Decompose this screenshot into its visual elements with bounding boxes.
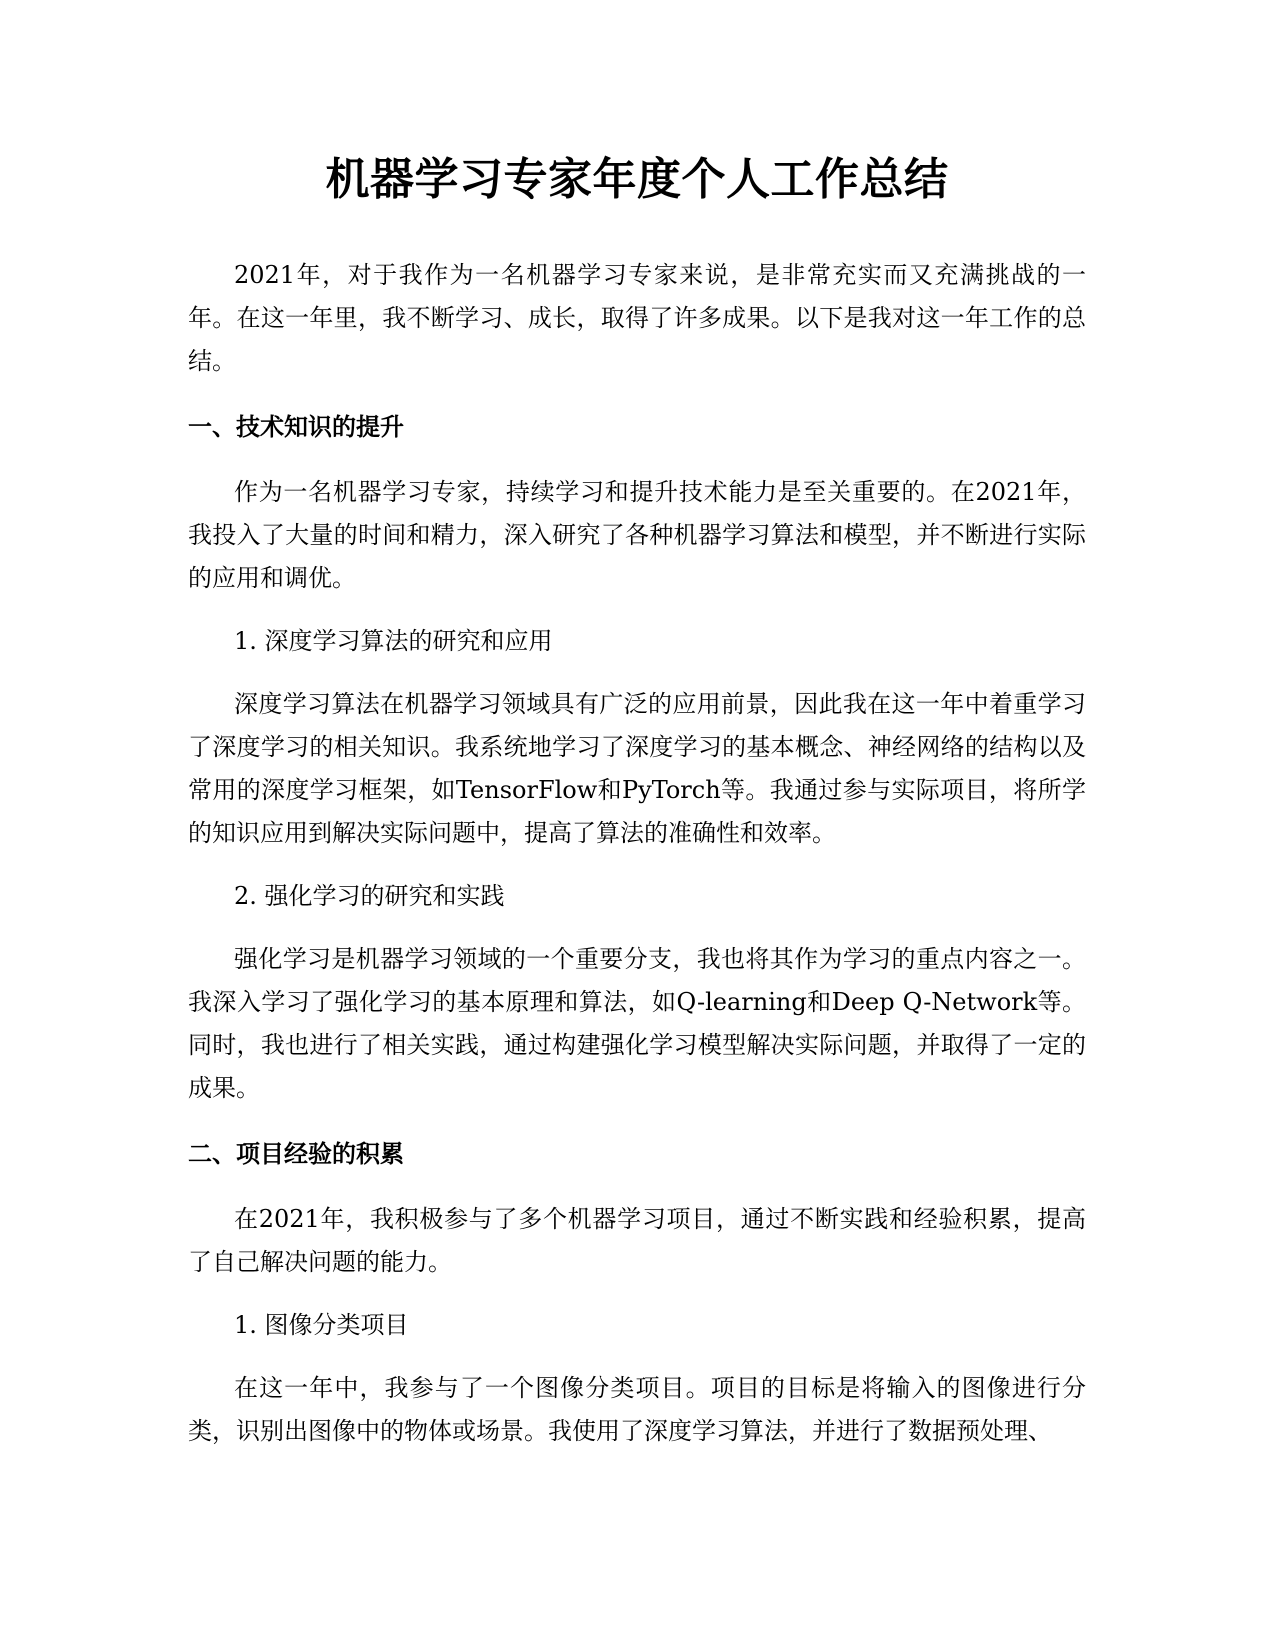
subheading-deep-learning: 1. 深度学习算法的研究和应用 bbox=[234, 627, 553, 655]
section1-intro-paragraph: 作为一名机器学习专家，持续学习和提升技术能力是至关重要的。在2021年，我投入了大量的时间和精力，深入研究了各种机器学习算法和模型，并不断进行实际的应用和调优。 bbox=[188, 478, 1086, 592]
section-heading-project-experience: 二、项目经验的积累 bbox=[188, 1140, 404, 1168]
section-heading-technical-knowledge: 一、技术知识的提升 bbox=[188, 413, 404, 441]
subheading-image-classification: 1. 图像分类项目 bbox=[234, 1311, 409, 1339]
subheading-reinforcement-learning: 2. 强化学习的研究和实践 bbox=[234, 882, 505, 910]
intro-paragraph: 2021年，对于我作为一名机器学习专家来说，是非常充实而又充满挑战的一年。在这一年里，我不断学习、成长，取得了许多成果。以下是我对这一年工作的总结。 bbox=[188, 261, 1086, 375]
document-body bbox=[188, 140, 1086, 1473]
image-classification-paragraph: 在这一年中，我参与了一个图像分类项目。项目的目标是将输入的图像进行分类，识别出图像中的物体或场景。我使用了深度学习算法，并进行了数据预处理、 bbox=[188, 1374, 1086, 1445]
document-title: 机器学习专家年度个人工作总结 bbox=[325, 154, 949, 205]
reinforcement-learning-paragraph: 强化学习是机器学习领域的一个重要分支，我也将其作为学习的重点内容之一。我深入学习了强化学习的基本原理和算法，如Q-learning和Deep Q-Network等。同时，我也进行了相关实践，通过构建强化学习模型解决实际问题，并取得了一定的成果。 bbox=[188, 945, 1086, 1102]
deep-learning-paragraph: 深度学习算法在机器学习领域具有广泛的应用前景，因此我在这一年中着重学习了深度学习的相关知识。我系统地学习了深度学习的基本概念、神经网络的结构以及常用的深度学习框架，如TensorFlow和PyTorch等。我通过参与实际项目，将所学的知识应用到解决实际问题中，提高了算法的准确性和效率。 bbox=[188, 690, 1086, 847]
section2-intro-paragraph: 在2021年，我积极参与了多个机器学习项目，通过不断实践和经验积累，提高了自己解决问题的能力。 bbox=[188, 1205, 1086, 1276]
